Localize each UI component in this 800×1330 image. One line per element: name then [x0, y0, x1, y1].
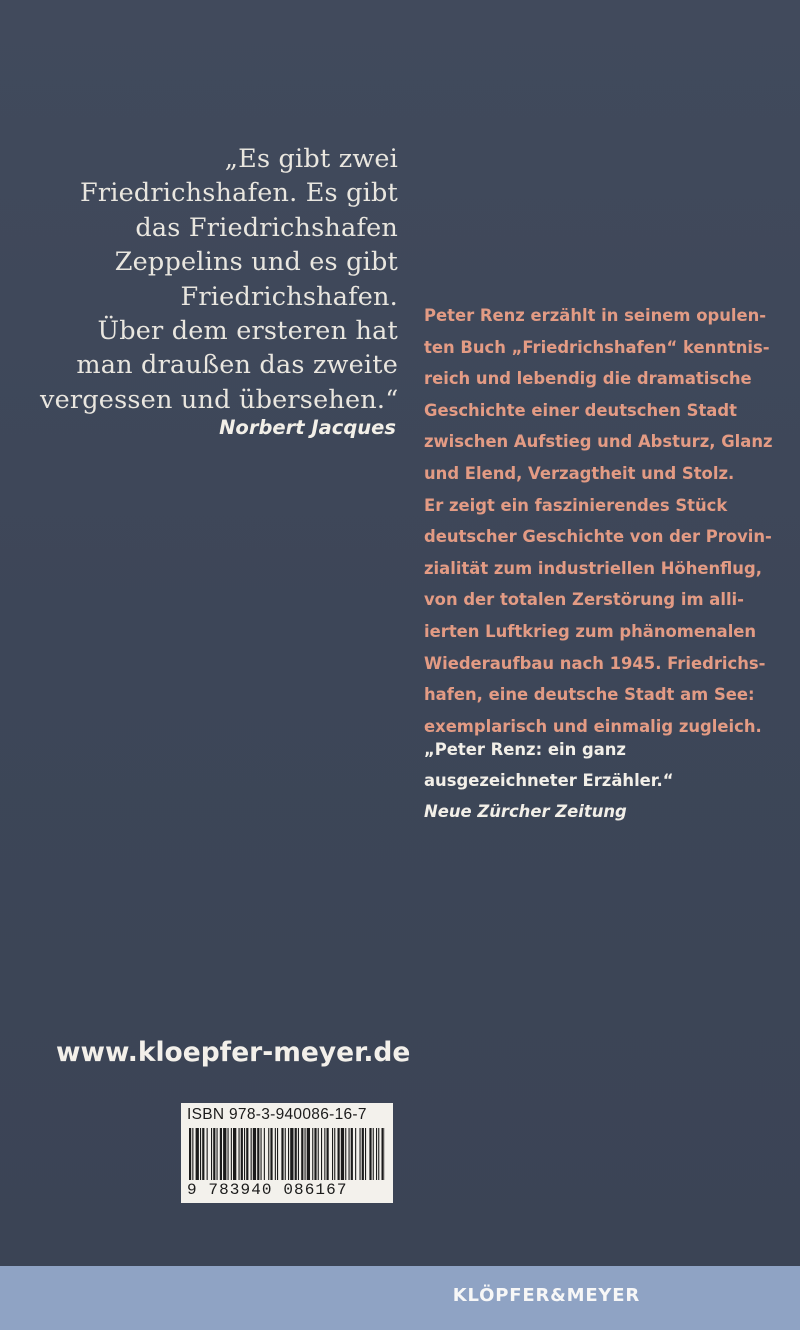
barcode-bar	[318, 1128, 319, 1180]
barcode-bar	[369, 1128, 371, 1180]
quote-line: „Es gibt zwei	[224, 144, 398, 174]
barcode-bar	[257, 1128, 259, 1180]
barcode-bar	[211, 1128, 212, 1180]
barcode-bar	[295, 1128, 297, 1180]
barcode-bar	[285, 1128, 286, 1180]
barcode-bar	[268, 1128, 269, 1180]
barcode-bar	[334, 1128, 335, 1180]
barcode-bar	[275, 1128, 276, 1180]
publisher-website: www.kloepfer-meyer.de	[56, 1037, 411, 1068]
barcode-bar	[332, 1128, 333, 1180]
barcode-bar	[307, 1128, 310, 1180]
blurb-line: zialität zum industriellen Höhenflug,	[424, 558, 762, 578]
book-blurb	[424, 300, 800, 742]
barcode-bar	[239, 1128, 240, 1180]
barcode-bar	[314, 1128, 316, 1180]
blurb-line: ierten Luftkrieg zum phänomenalen	[424, 621, 757, 641]
barcode-bar	[277, 1128, 278, 1180]
barcode-bar	[355, 1128, 356, 1180]
blurb-line: reich und lebendig die dramatische	[424, 369, 752, 389]
review-line: ausgezeichneter Erzähler.“	[424, 771, 674, 790]
ean-digits: 9 783940 086167	[187, 1181, 348, 1199]
barcode-bar	[202, 1128, 204, 1180]
quote-line: Zeppelins und es gibt	[114, 247, 398, 278]
barcode-bar	[233, 1128, 236, 1180]
barcode-bar	[341, 1128, 344, 1180]
quote-line: man draußen das zweite	[76, 350, 398, 381]
quote-line: vergessen und übersehen.“	[40, 384, 399, 415]
barcode-bar	[298, 1128, 299, 1180]
barcode-bar	[345, 1128, 346, 1180]
blurb-line: und Elend, Verzagtheit und Stolz.	[424, 463, 735, 483]
barcode-bar	[321, 1128, 322, 1180]
barcode-bar	[213, 1128, 215, 1180]
barcode-bar	[305, 1128, 306, 1180]
barcode-bar	[261, 1128, 262, 1180]
blurb-line: zwischen Aufstieg und Absturz, Glanz	[424, 432, 773, 452]
quote-line: das Friedrichshafen	[135, 212, 398, 243]
barcode-bar	[264, 1128, 265, 1180]
barcode-bar	[217, 1128, 218, 1180]
barcode-bar	[231, 1128, 232, 1180]
barcode-bar	[189, 1128, 191, 1180]
quote-line: Friedrichshafen. Es gibt	[79, 178, 398, 209]
barcode-bar	[244, 1128, 245, 1180]
blurb-line: deutscher Geschichte von der Provin-	[424, 527, 772, 547]
barcode-bar	[365, 1128, 366, 1180]
barcode-bar	[290, 1128, 293, 1180]
barcode-bar	[376, 1128, 377, 1180]
barcode-bar	[378, 1128, 379, 1180]
epigraph-quote	[40, 142, 398, 417]
barcode-bar	[207, 1128, 208, 1180]
quote-line: Über dem ersteren hat	[97, 316, 398, 347]
quote-author: Norbert Jacques	[219, 416, 396, 439]
barcode-bar	[362, 1128, 364, 1180]
barcode-bar	[338, 1128, 340, 1180]
barcode-bar	[196, 1128, 199, 1180]
barcode-bar	[312, 1128, 313, 1180]
barcode-bar	[220, 1128, 222, 1180]
blurb-line: Er zeigt ein faszinierendes Stück	[424, 495, 728, 515]
barcode-bar	[281, 1128, 283, 1180]
footer-band	[0, 1266, 800, 1330]
review-line: „Peter Renz: ein ganz	[424, 740, 626, 759]
review-source: Neue Zürcher Zeitung	[424, 802, 627, 821]
press-review	[424, 734, 794, 827]
blurb-line: Geschichte einer deutschen Stadt	[424, 400, 737, 420]
barcode-bar	[223, 1128, 226, 1180]
barcode-bar	[288, 1128, 289, 1180]
barcode-bar	[270, 1128, 272, 1180]
barcode-bar	[301, 1128, 303, 1180]
blurb-line: hafen, eine deutsche Stadt am See:	[424, 685, 755, 705]
blurb-line: exemplarisch und einmalig zugleich.	[424, 716, 762, 736]
barcode-bar	[200, 1128, 201, 1180]
quote-line: Friedrichshafen.	[180, 281, 398, 312]
blurb-line: ten Buch „Friedrichshafen“ kenntnis-	[424, 337, 770, 357]
blurb-line: von der totalen Zerstörung im alli-	[424, 590, 744, 610]
barcode-bar	[253, 1128, 256, 1180]
barcode-bar	[373, 1128, 374, 1180]
barcode-bar	[360, 1128, 361, 1180]
blurb-line: Wiederaufbau nach 1945. Friedrichs-	[424, 653, 766, 673]
barcode-bar	[324, 1128, 325, 1180]
review-quote	[424, 734, 794, 796]
barcode-bar	[192, 1128, 193, 1180]
barcode-bar	[351, 1128, 353, 1180]
publisher-logo: KLÖPFER&MEYER	[452, 1285, 640, 1306]
barcode-bar	[251, 1128, 252, 1180]
blurb-line: Peter Renz erzählt in seinem opulen-	[424, 306, 767, 325]
barcode-bar	[349, 1128, 350, 1180]
barcode-bar	[327, 1128, 329, 1180]
barcode-bar	[241, 1128, 243, 1180]
isbn-label: ISBN 978-3-940086-16-7	[187, 1106, 367, 1123]
isbn-barcode	[181, 1103, 393, 1203]
barcode-bars	[189, 1128, 385, 1180]
barcode-bar	[382, 1128, 384, 1180]
barcode-bar	[228, 1128, 229, 1180]
barcode-bar	[246, 1128, 248, 1180]
